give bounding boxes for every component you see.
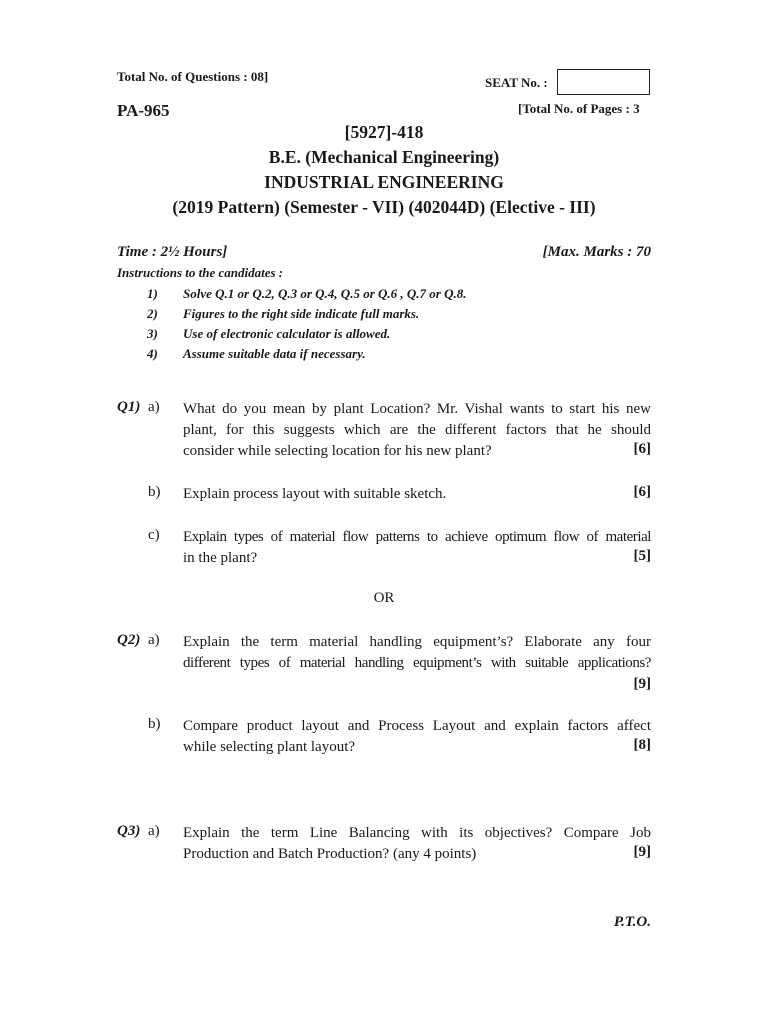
total-questions: Total No. of Questions : 08] <box>117 69 269 84</box>
question-text-line: in the plant? <box>183 550 258 566</box>
max-marks: [Max. Marks : 70 <box>542 244 651 260</box>
question-part-label: b) <box>148 484 161 500</box>
question-marks: [8] <box>633 737 651 753</box>
question-text-line: Compare product layout and Process Layout and explain factors affect <box>183 718 651 734</box>
question-text-line: Production and Batch Production? (any 4 points) <box>183 846 477 862</box>
question-part-label: b) <box>148 716 161 732</box>
instruction-text: Solve Q.1 or Q.2, Q.3 or Q.4, Q.5 or Q.6 , Q.7 or Q.8. <box>183 286 467 301</box>
question-text-line: different types of material handling equipment’s with suitable applications? <box>183 655 651 671</box>
pto-label: P.T.O. <box>613 914 651 930</box>
instructions-heading: Instructions to the candidates : <box>117 265 284 280</box>
course-title: B.E. (Mechanical Engineering) <box>268 147 500 167</box>
question-text-line: What do you mean by plant Location? Mr. Vishal wants to start his new <box>183 401 651 417</box>
question-part-label: a) <box>148 823 160 839</box>
question-text-line: Explain types of material flow patterns to achieve optimum flow of material <box>183 529 651 545</box>
subject-title: INDUSTRIAL ENGINEERING <box>264 172 504 192</box>
exam-time: Time : 2½ Hours] <box>117 244 228 260</box>
question-part-label: a) <box>148 632 160 648</box>
question-marks: [6] <box>633 441 651 457</box>
instruction-number: 1) <box>147 286 158 301</box>
question-text-line: Explain the term material handling equipment’s? Elaborate any four <box>183 634 651 650</box>
question-part-label: c) <box>148 527 160 543</box>
instruction-number: 3) <box>147 326 158 341</box>
question-part-label: a) <box>148 399 160 415</box>
question-text-line: Explain process layout with suitable sketch. <box>183 486 447 502</box>
instruction-text: Assume suitable data if necessary. <box>183 346 366 361</box>
question-number: Q2) <box>117 632 141 648</box>
or-separator: OR <box>373 590 395 606</box>
exam-code: [5927]-418 <box>344 122 424 142</box>
pattern-line: (2019 Pattern) (Semester - VII) (402044D) (Elective - III) <box>172 197 596 217</box>
question-marks: [5] <box>633 548 651 564</box>
question-marks: [9] <box>633 844 651 860</box>
question-text-line: plant, for this suggests which are the different factors that he should <box>183 422 651 438</box>
total-pages: [Total No. of Pages : 3 <box>518 101 640 116</box>
question-text-line: consider while selecting location for his new plant? <box>183 443 492 459</box>
seat-label: SEAT No. : <box>485 75 548 90</box>
question-text-line: while selecting plant layout? <box>183 739 356 755</box>
instruction-number: 2) <box>147 306 158 321</box>
question-text-line: Explain the term Line Balancing with its objectives? Compare Job <box>183 825 651 841</box>
seat-number-box <box>557 69 650 95</box>
instruction-text: Use of electronic calculator is allowed. <box>183 326 391 341</box>
question-marks: [6] <box>633 484 651 500</box>
question-marks: [9] <box>633 676 651 692</box>
question-number: Q3) <box>117 823 141 839</box>
instruction-number: 4) <box>147 346 158 361</box>
instruction-text: Figures to the right side indicate full marks. <box>183 306 420 321</box>
paper-code: PA-965 <box>117 101 170 120</box>
question-number: Q1) <box>117 399 141 415</box>
